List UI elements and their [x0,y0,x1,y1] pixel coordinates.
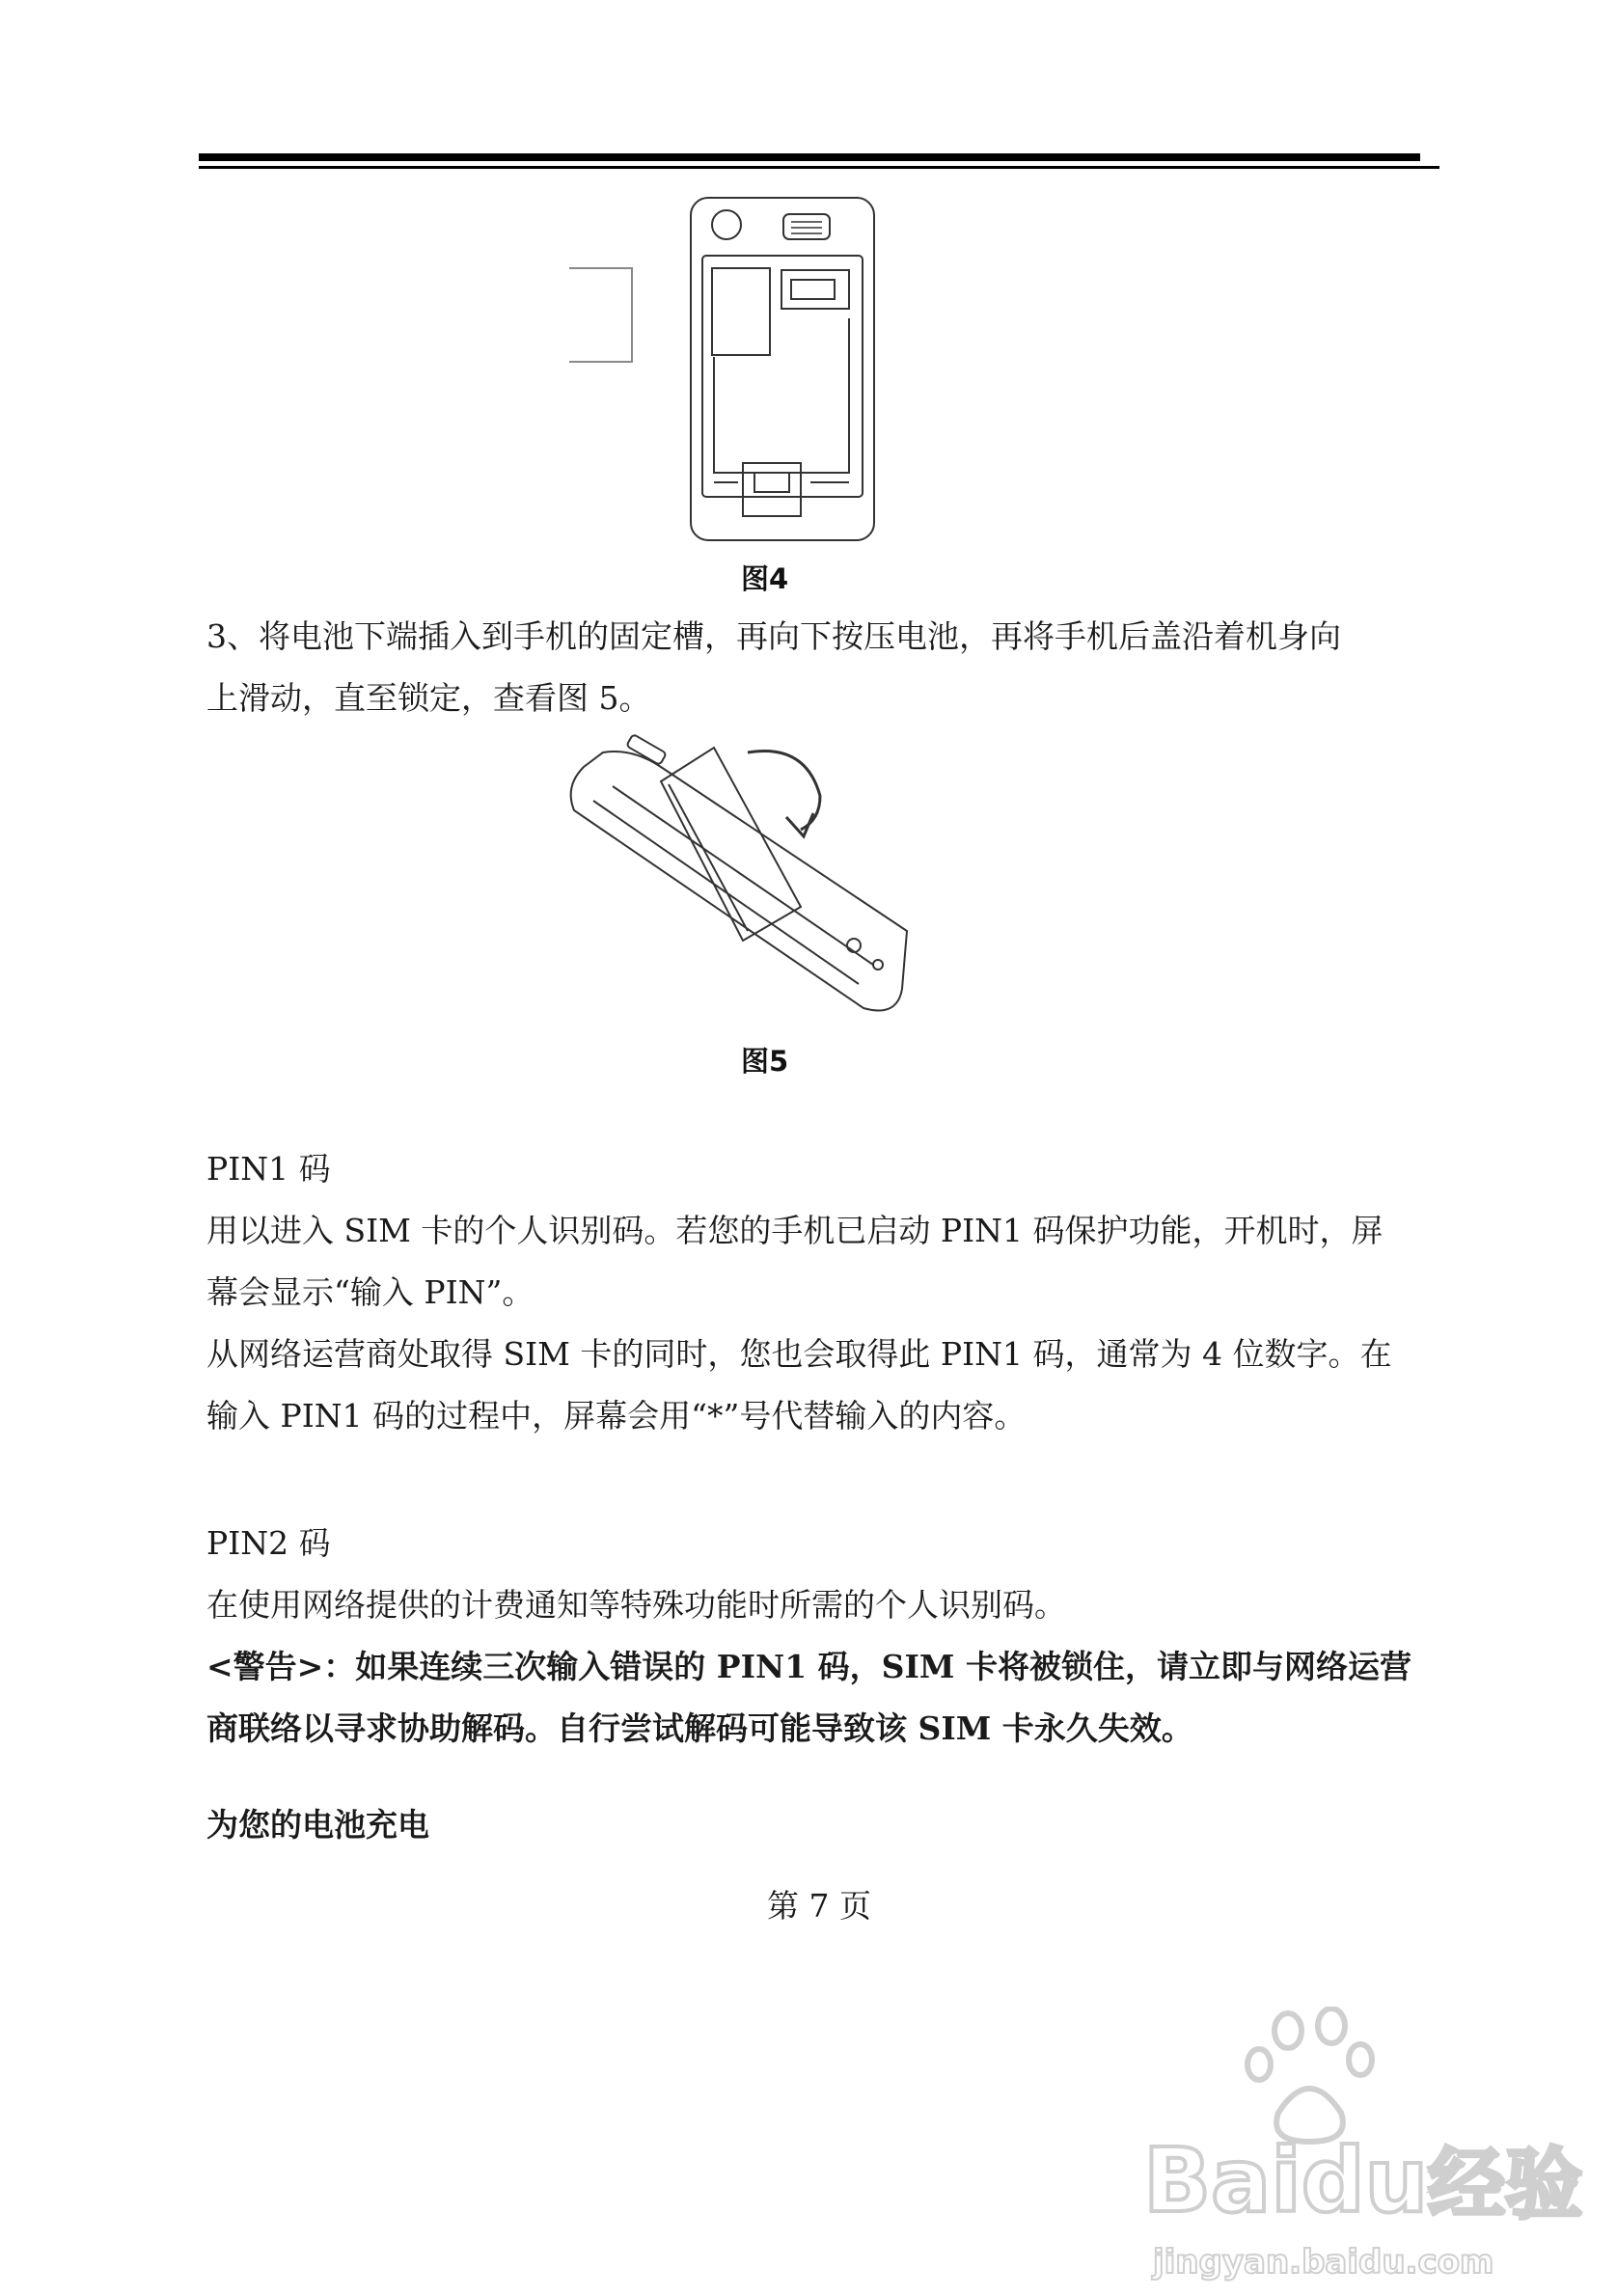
figure-4-caption: 图4 [741,562,789,595]
figure-5-caption: 图5 [741,1045,789,1078]
watermark-brand-cn: 经验 [1428,2140,1583,2229]
step-3-paragraph [206,606,1441,729]
figure-4-sim-insertion-image [560,193,878,545]
pin1-p2-line-1: 从网络运营商处取得 SIM 卡的同时，您也会取得此 PIN1 码，通常为 4 位数字。在 [206,1335,1392,1373]
pin2-section [206,1513,1441,1760]
page-number: 第 7 页 [767,1887,871,1925]
pin1-section [206,1138,1441,1447]
figure-5-battery-insertion-image [555,728,921,1018]
step-3-line-2: 上滑动，直至锁定，查看图 5。 [206,679,651,717]
step-3-line-1: 3、将电池下端插入到手机的固定槽，再向下按压电池，再将手机后盖沿着机身向 [206,617,1341,655]
warning-line-1: <警告>：如果连续三次输入错误的 PIN1 码，SIM 卡将被锁住，请立即与网络运营 [206,1648,1411,1685]
watermark-url: jingyan.baidu.com [1153,2243,1494,2282]
header-rule-thin [199,166,1439,169]
watermark-brand [1143,2122,1582,2233]
header-rule-thick [199,153,1420,161]
pin1-heading: PIN1 码 [206,1150,331,1188]
pin2-paragraph: 在使用网络提供的计费通知等特殊功能时所需的个人识别码。 [206,1586,1066,1624]
watermark-brand-du: du [1301,2129,1429,2232]
pin1-p2-line-2: 输入 PIN1 码的过程中，屏幕会用“*”号代替输入的内容。 [206,1397,1027,1435]
charge-battery-heading: 为您的电池充电 [206,1806,429,1844]
pin1-p1-line-1: 用以进入 SIM 卡的个人识别码。若您的手机已启动 PIN1 码保护功能，开机时，屏 [206,1212,1384,1249]
watermark-brand-bai: Bai [1143,2129,1302,2232]
baidu-jingyan-watermark [1143,2007,1583,2286]
warning-line-2: 商联络以寻求协助解码。自行尝试解码可能导致该 SIM 卡永久失效。 [206,1709,1193,1747]
pin1-p1-line-2: 幕会显示“输入 PIN”。 [206,1273,534,1311]
pin2-heading: PIN2 码 [206,1524,331,1562]
